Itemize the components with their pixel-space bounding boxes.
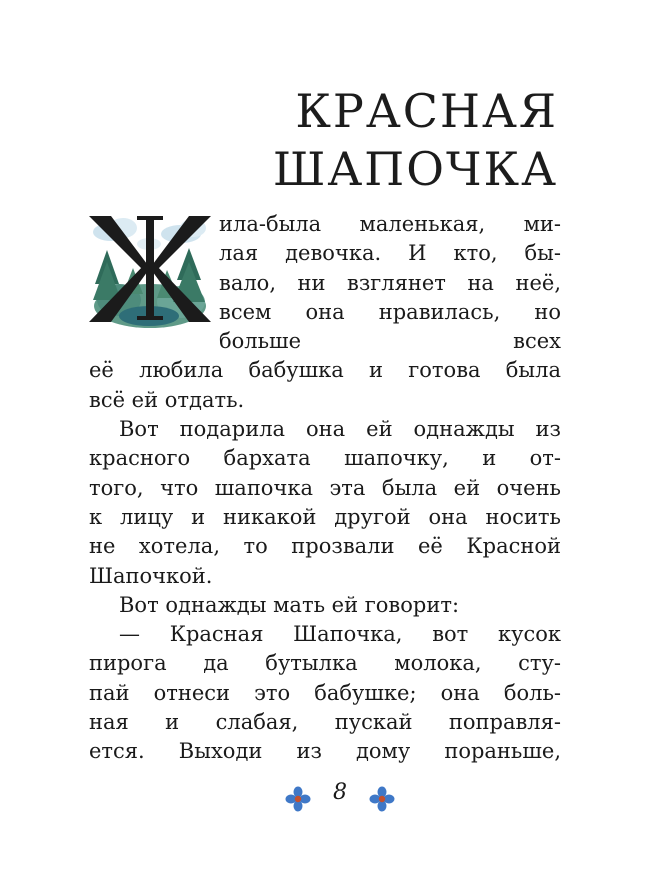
text-line: пай отнеси это бабушке; она боль- [89,680,561,705]
text-line: ется. Выходи из дому пораньше, [89,739,561,764]
dropcap-illustration [89,210,211,328]
text-line: — Красная Шапочка, вот кусок [119,622,561,647]
flower-icon [285,786,311,812]
text-line: её любила бабушка и готова была [89,358,561,383]
text-line: того, что шапочка эта была ей очень [89,475,561,500]
flower-icon [369,786,395,812]
text-line: не хотела, то прозвали её Красной [89,534,561,559]
text-line: Вот подарила она ей однажды из [119,417,561,442]
text-line: пирога да бутылка молока, сту- [89,651,561,676]
text-line: Вот однажды мать ей говорит: [119,592,460,617]
page-title [138,82,558,198]
page-number: 8 [333,780,347,805]
title-line-1: КРАСНАЯ [295,84,558,138]
text-line: красного бархата шапочку, и от- [89,446,561,471]
text-line: ная и слабая, пускай поправля- [89,710,561,735]
text-line: всё ей отдать. [89,387,245,412]
paragraph-4 [89,620,561,766]
text-line: Шапочкой. [89,563,213,588]
tree-forest-dropcap-icon [89,210,211,328]
text-line: лая девочка. И кто, бы- [219,241,561,266]
paragraph-2 [89,415,561,591]
page-footer [0,778,650,818]
paragraph-3 [89,591,561,620]
text-line: всем она нравилась, но больше всех [219,299,561,354]
text-line: вало, ни взглянет на неё, [219,270,561,295]
text-line: к лицу и никакой другой она носить [89,504,561,529]
text-line: ила-была маленькая, ми- [219,212,561,236]
title-line-2: ШАПОЧКА [272,142,558,196]
story-text [89,210,561,767]
